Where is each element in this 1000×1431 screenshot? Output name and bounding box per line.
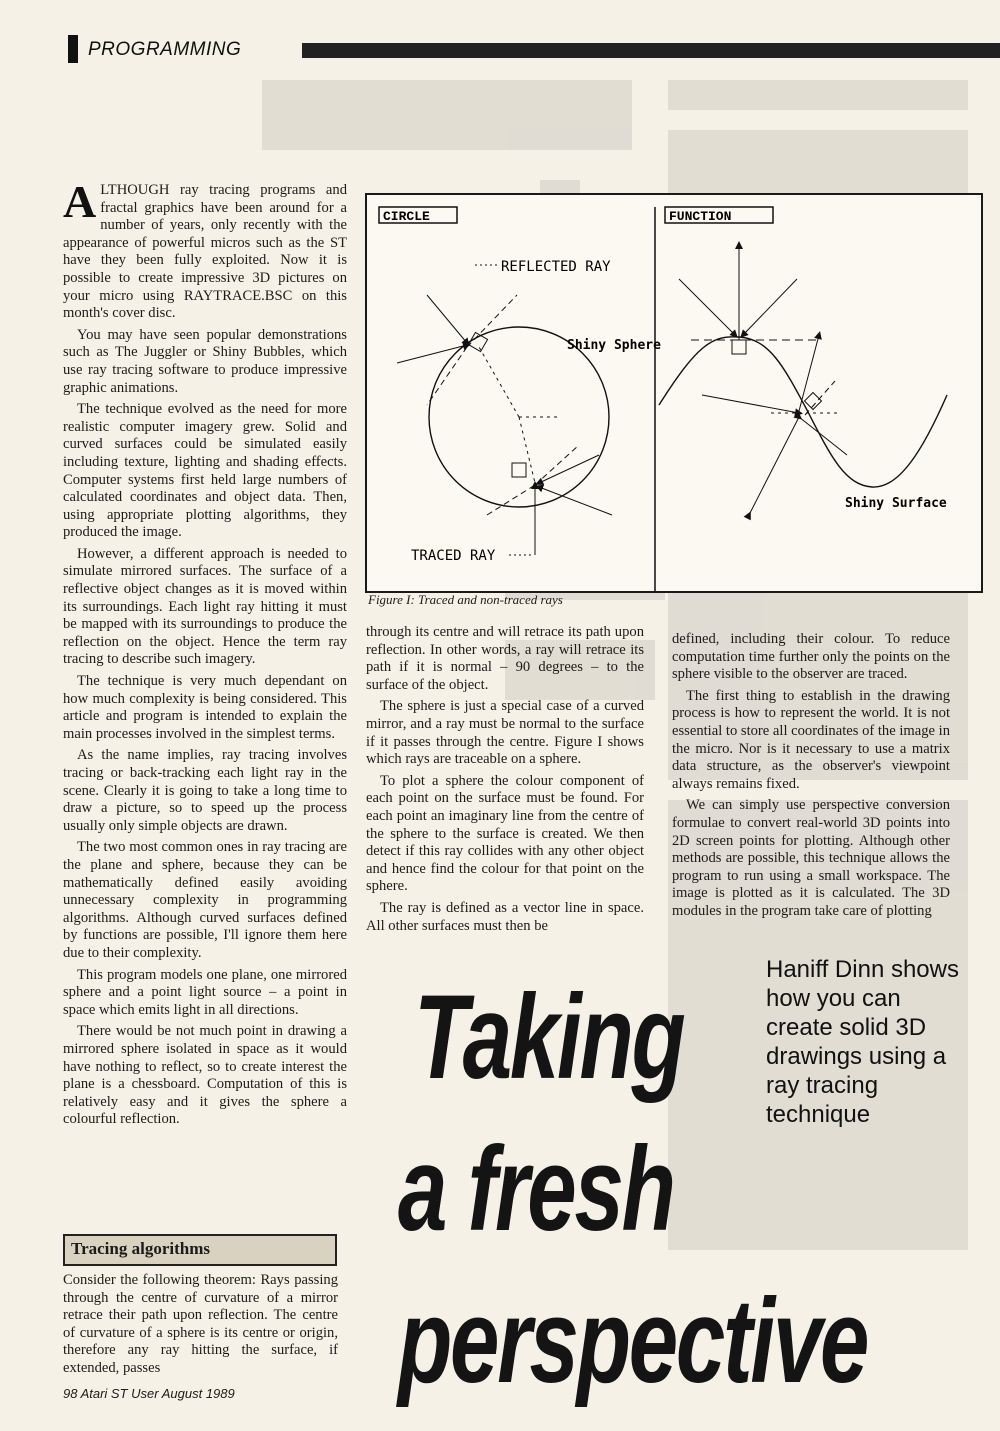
function-title: FUNCTION xyxy=(669,209,732,224)
section-header xyxy=(68,35,1000,63)
incident-ray xyxy=(679,279,735,335)
normal-line xyxy=(479,347,519,417)
article-column-1-continued xyxy=(63,1272,338,1382)
incident-ray xyxy=(702,395,799,413)
article-column-1 xyxy=(63,176,347,1133)
reflected-ray xyxy=(805,381,835,415)
subheading-box xyxy=(63,1234,337,1266)
headline-line-1: Taking xyxy=(414,970,684,1104)
right-angle-mark xyxy=(512,463,526,477)
paragraph: through its centre and will retrace its path upon reflection. In other words, a ray will retrace its path if it is normal – 90 degrees – to the surface of the object. xyxy=(366,624,644,693)
shiny-sphere-label: Shiny Sphere xyxy=(567,338,661,353)
incident-ray xyxy=(743,279,797,335)
incident-ray xyxy=(799,417,847,455)
traced-ray xyxy=(749,417,799,515)
paragraph: There would be not much point in drawing a mirrored sphere isolated in space as it would have nothing to reflect, so to create interest the plane is a chessboard. Computation of this is relatively easy and it gives the sphere a colourful reflection. xyxy=(63,1023,347,1128)
right-angle-mark xyxy=(468,332,487,351)
subheading: Tracing algorithms xyxy=(71,1239,210,1258)
shiny-surface-curve xyxy=(659,337,947,487)
article-column-3 xyxy=(672,631,950,925)
headline-line-2: a fresh xyxy=(398,1122,674,1256)
paragraph: However, a different approach is needed to simulate mirrored surfaces. The surface of a reflective object changes as it is moved within its surroundings. Each light ray hitting it must be mapped with its surroundings to produce the reflection on the object. Hence the term ray tracing to describe such imagery. xyxy=(63,545,347,668)
paragraph: To plot a sphere the colour component of each point on the surface must be found. For each point an imaginary line from the centre of the sphere to the surface is created. We then detect if this ray collides with any other object and hence find the colour for that point on the sphere. xyxy=(366,772,644,895)
traced-ray-label: TRACED RAY xyxy=(411,548,496,564)
section-label: PROGRAMMING xyxy=(88,39,242,60)
paragraph: The sphere is just a special case of a curved mirror, and a ray must be normal to the surface if it passes through the centre. Figure I shows which rays are traceable on a sphere. xyxy=(366,698,644,768)
page-footer: 98 Atari ST User August 1989 xyxy=(63,1386,235,1401)
article-column-2 xyxy=(366,624,644,939)
reflected-ray xyxy=(427,347,467,405)
figure-caption: Figure I: Traced and non-traced rays xyxy=(368,592,563,607)
right-angle-mark xyxy=(805,393,822,410)
headline-line-3: perspective xyxy=(398,1274,868,1408)
circle-title: CIRCLE xyxy=(383,209,430,224)
reflected-ray-label: REFLECTED RAY xyxy=(501,259,611,275)
paragraph: This program models one plane, one mirrored sphere and a point light source – a point in space which emits light in all directions. xyxy=(63,966,347,1018)
standfirst: Haniff Dinn shows how you can create solid 3D drawings using a ray tracing technique xyxy=(766,956,959,1128)
drop-cap: A xyxy=(63,176,97,227)
figure-diagram xyxy=(367,195,981,591)
paragraph: You may have seen popular demonstrations such as The Juggler or Shiny Bubbles, which use ray tracing software to produce impressive graphic animations. xyxy=(63,326,347,396)
paragraph: The technique evolved as the need for more realistic computer imagery grew. Solid and curved surfaces could be simulated easily including texture, lighting and shading effects. Computer systems first held large numbers of calculated coordinates and object data. Then, using appropriate plotting algorithms, they produced the image. xyxy=(63,401,347,541)
right-angle-mark xyxy=(732,340,746,354)
paragraph: The technique is very much dependant on how much complexity is being considered. This article and program is intended to explain the main processes involved in the simplest terms. xyxy=(63,673,347,742)
figure-traced-rays xyxy=(365,193,983,593)
reflected-ray xyxy=(535,445,579,485)
normal-line xyxy=(519,417,535,483)
incident-ray xyxy=(397,345,467,363)
reflected-ray xyxy=(467,295,517,347)
shiny-surface-label: Shiny Surface xyxy=(845,496,947,511)
paragraph: The first thing to establish in the drawing process is how to represent the world. It is not essential to store all coordinates of the image in the micro. Nor is it necessary to use a matrix data structure, as the observer's viewpoint always remains fixed. xyxy=(672,687,951,792)
paragraph: As the name implies, ray tracing involves tracing or back-tracking each light ray in the scene. Clearly it is going to take a long time to draw a picture, so to speed up the process usually only simple objects are drawn. xyxy=(63,747,347,834)
paragraph: Consider the following theorem: Rays passing through the centre of curvature of a mirror retrace their path upon reflection. The centre of curvature of a sphere is its centre or origin, therefore any ray hitting the surface, if extended, passes xyxy=(63,1272,338,1376)
header-rule xyxy=(302,43,1000,58)
paragraph: We can simply use perspective conversion formulae to convert real-world 3D points into 2D screen points for plotting. Although other methods are possible, this technique allows the program to run using a small workspace. The image is plotted as it is calculated. The 3D modules in the program take care of plotting xyxy=(672,797,950,919)
incident-ray xyxy=(539,455,599,483)
intro-paragraph: LTHOUGH ray tracing programs and fractal graphics have been around for a number of years, only recently with the appearance of powerful micros such as the ST have they been fully exploited. Now it is possible to create impressive 3D pictures on your micro using RAYTRACE.BSC on this month's cover disc. xyxy=(63,182,347,322)
paragraph: The ray is defined as a vector line in space. All other surfaces must then be xyxy=(366,899,644,934)
paragraph: defined, including their colour. To reduce computation time further only the points on the sphere visible to the observer are traced. xyxy=(672,631,950,683)
paragraph: The two most common ones in ray tracing are the plane and sphere, because they can be mathematically defined easily avoiding unnecessary complexity in programming algorithms. Although curved surfaces defined by functions are possible, I'll ignore them here due to their complexity. xyxy=(63,839,347,961)
reflected-ray xyxy=(487,485,535,515)
incident-ray xyxy=(799,335,819,411)
incident-ray xyxy=(427,295,467,343)
header-marker xyxy=(68,35,78,63)
